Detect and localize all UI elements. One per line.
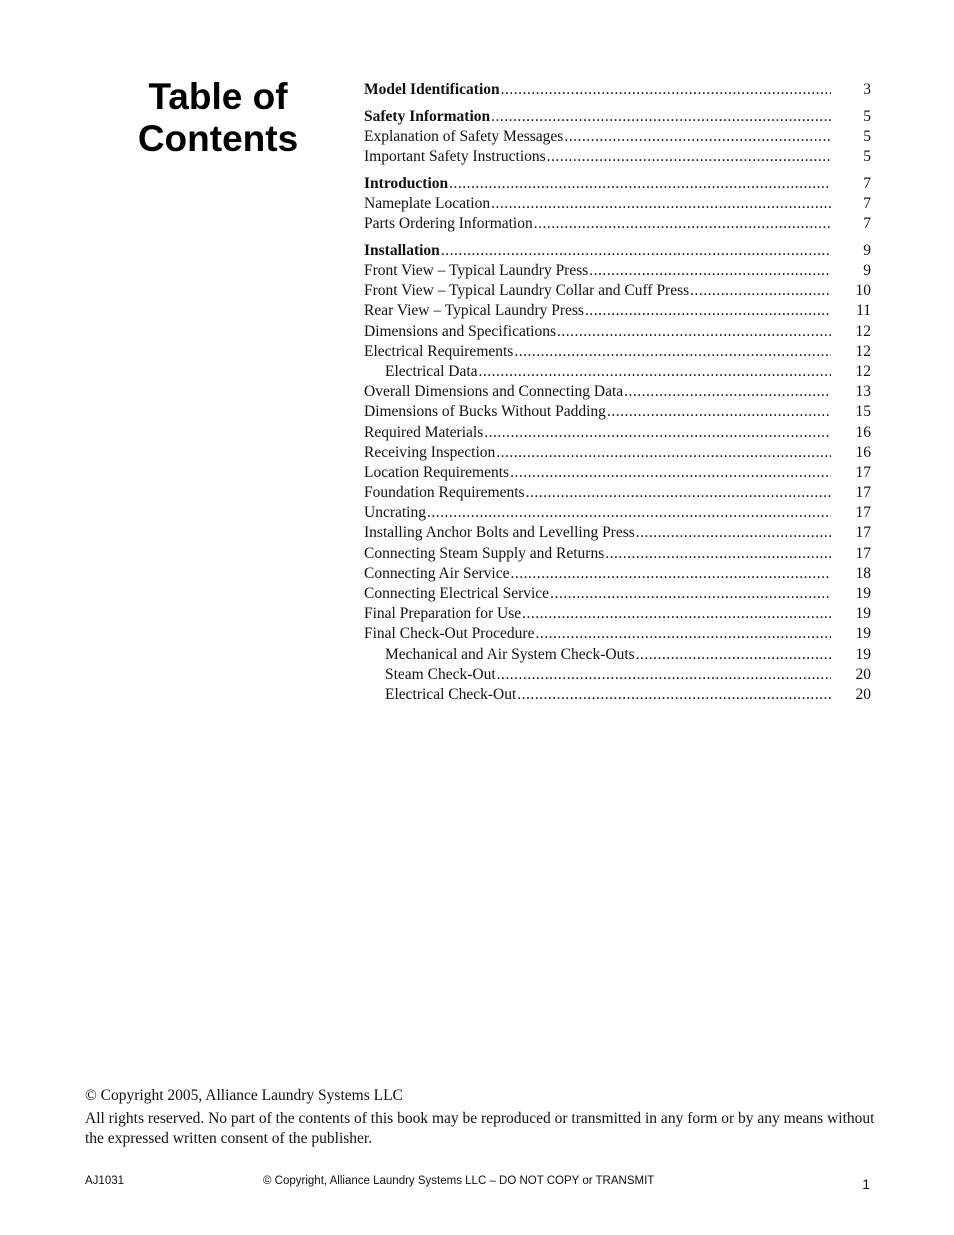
dot-leader [605, 544, 831, 564]
toc-entry-title: Uncrating [364, 504, 426, 522]
toc-entry-title: Installing Anchor Bolts and Levelling Press [364, 524, 635, 542]
toc-section-entry[interactable] [364, 241, 871, 261]
toc-entry-page: 19 [855, 645, 871, 663]
toc-entry-title: Connecting Electrical Service [364, 585, 550, 602]
title-line-2: Contents [137, 118, 299, 159]
toc-entry[interactable] [364, 624, 871, 644]
page-number: 1 [862, 1176, 870, 1192]
toc-entry-title: Parts Ordering Information [364, 215, 533, 233]
dot-leader [535, 624, 831, 644]
toc-entry-title: Safety Information [364, 107, 491, 125]
toc-entry[interactable] [364, 382, 871, 402]
dot-leader [607, 402, 831, 422]
toc-entry[interactable] [364, 342, 871, 362]
toc-entry-title: Dimensions of Bucks Without Padding [364, 403, 606, 421]
toc-entry-page: 18 [855, 564, 871, 582]
toc-entry[interactable] [364, 281, 871, 301]
toc-section-entry[interactable] [364, 174, 871, 194]
toc-entry-page: 7 [863, 215, 871, 233]
dot-leader [550, 584, 831, 604]
toc-entry-title: Overall Dimensions and Connecting Data [364, 383, 624, 401]
toc-entry-title: Foundation Requirements [364, 484, 525, 502]
toc-entry[interactable] [364, 127, 871, 147]
dot-leader [479, 362, 831, 382]
dot-leader [534, 214, 831, 234]
toc-entry-title: Explanation of Safety Messages [364, 127, 564, 145]
toc-entry-page: 12 [855, 362, 871, 380]
toc-entry-page: 16 [855, 443, 871, 461]
toc-entry-title: Connecting Air Service [364, 564, 510, 582]
dot-leader [636, 645, 831, 665]
dot-leader [517, 685, 831, 705]
toc-entry-title: Steam Check-Out [385, 665, 496, 683]
toc-entry[interactable] [364, 261, 871, 281]
page-title [118, 76, 318, 160]
dot-leader [690, 281, 831, 301]
dot-leader [624, 382, 831, 402]
dot-leader [496, 443, 831, 463]
toc-entry[interactable] [364, 443, 871, 463]
toc-entry-title: Electrical Check-Out [385, 685, 517, 703]
toc-entry[interactable] [364, 685, 871, 705]
toc-entry-title: Front View – Typical Laundry Collar and Cuff Press [364, 282, 690, 300]
toc-entry-page: 19 [855, 585, 871, 602]
toc-entry-page: 16 [855, 423, 871, 441]
toc-entry[interactable] [364, 402, 871, 422]
toc-entry-page: 17 [855, 544, 871, 562]
dot-leader [491, 107, 831, 127]
toc-entry-title: Rear View – Typical Laundry Press [364, 302, 584, 320]
toc-entry[interactable] [364, 147, 871, 167]
toc-entry-title: Electrical Requirements [364, 342, 514, 360]
copy-notice: © Copyright, Alliance Laundry Systems LLC – DO NOT COPY or TRANSMIT [263, 1175, 655, 1187]
dot-leader [510, 463, 831, 483]
toc-entry-title: Connecting Steam Supply and Returns [364, 544, 605, 562]
toc-entry-page: 20 [855, 665, 871, 683]
toc-entry[interactable] [364, 362, 871, 382]
toc-entry[interactable] [364, 584, 871, 604]
toc-entry-page: 17 [855, 504, 871, 522]
page-footer [85, 1175, 870, 1195]
dot-leader [585, 301, 831, 321]
toc-entry[interactable] [364, 463, 871, 483]
toc-entry-title: Final Preparation for Use [364, 605, 522, 623]
toc-entry-page: 19 [855, 605, 871, 623]
dot-leader [497, 665, 831, 685]
toc-entry[interactable] [364, 483, 871, 503]
toc-entry-page: 11 [856, 302, 871, 320]
toc-entry[interactable] [364, 604, 871, 624]
dot-leader [484, 423, 831, 443]
toc-entry-title: Nameplate Location [364, 194, 491, 212]
dot-leader [522, 604, 831, 624]
title-line-1: Table of [148, 76, 288, 117]
toc-entry[interactable] [364, 301, 871, 321]
toc-entry-page: 17 [855, 463, 871, 481]
toc-entry-title: Required Materials [364, 423, 484, 441]
rights-statement: All rights reserved. No part of the contents of this book may be reproduced or transmitted in any form or by any means without the expressed written consent of the publisher. [85, 1110, 875, 1147]
toc-entry-page: 5 [863, 107, 871, 125]
toc-entry-page: 19 [855, 625, 871, 643]
toc-entry-title: Dimensions and Specifications [364, 322, 556, 340]
toc-entry-title: Location Requirements [364, 463, 510, 481]
dot-leader [501, 80, 831, 100]
toc-entry-page: 9 [863, 241, 871, 259]
dot-leader [564, 127, 831, 147]
toc-entry-page: 12 [855, 322, 871, 340]
toc-entry-title: Introduction [364, 174, 449, 192]
toc-entry-page: 3 [863, 81, 871, 98]
toc-entry[interactable] [364, 665, 871, 685]
toc-entry-page: 5 [863, 127, 871, 145]
toc-entry-page: 20 [855, 685, 871, 703]
toc-entry-title: Electrical Data [385, 362, 478, 380]
toc-entry[interactable] [364, 645, 871, 665]
toc-entry-page: 9 [863, 262, 871, 279]
toc-entry-page: 12 [855, 342, 871, 360]
toc-entry-page: 17 [855, 484, 871, 502]
toc-entry[interactable] [364, 523, 871, 543]
toc-entry-title: Important Safety Instructions [364, 148, 546, 166]
toc-entry-title: Receiving Inspection [364, 443, 496, 461]
toc-entry-page: 5 [863, 148, 871, 166]
dot-leader [511, 564, 832, 584]
toc-entry[interactable] [364, 544, 871, 564]
toc-entry-title: Mechanical and Air System Check-Outs [385, 645, 635, 663]
toc-entry-page: 15 [855, 403, 871, 421]
toc-entry[interactable] [364, 564, 871, 584]
toc-entry-page: 7 [863, 174, 871, 192]
document-code: AJ1031 [85, 1175, 125, 1187]
toc-entry-page: 7 [863, 194, 871, 212]
toc-entry[interactable] [364, 214, 871, 234]
dot-leader [547, 147, 831, 167]
toc-entry-page: 13 [855, 383, 871, 401]
copyright-block [85, 1086, 875, 1152]
dot-leader [441, 241, 831, 261]
table-of-contents [364, 80, 871, 705]
dot-leader [491, 194, 831, 214]
toc-entry-title: Installation [364, 241, 440, 259]
toc-entry-title: Model Identification [364, 81, 500, 98]
toc-entry-title: Front View – Typical Laundry Press [364, 262, 589, 279]
toc-entry-page: 10 [855, 282, 871, 300]
copyright-line: © Copyright 2005, Alliance Laundry Systems LLC [85, 1087, 403, 1104]
toc-entry[interactable] [364, 194, 871, 214]
toc-entry-page: 17 [855, 524, 871, 542]
dot-leader [449, 174, 831, 194]
toc-section-entry[interactable] [364, 80, 871, 100]
dot-leader [514, 342, 831, 362]
dot-leader [427, 503, 831, 523]
toc-entry[interactable] [364, 503, 871, 523]
dot-leader [589, 261, 831, 281]
toc-entry[interactable] [364, 423, 871, 443]
dot-leader [557, 322, 831, 342]
dot-leader [526, 483, 831, 503]
toc-section-entry[interactable] [364, 107, 871, 127]
dot-leader [636, 523, 831, 543]
toc-entry[interactable] [364, 322, 871, 342]
toc-entry-title: Final Check-Out Procedure [364, 625, 535, 643]
